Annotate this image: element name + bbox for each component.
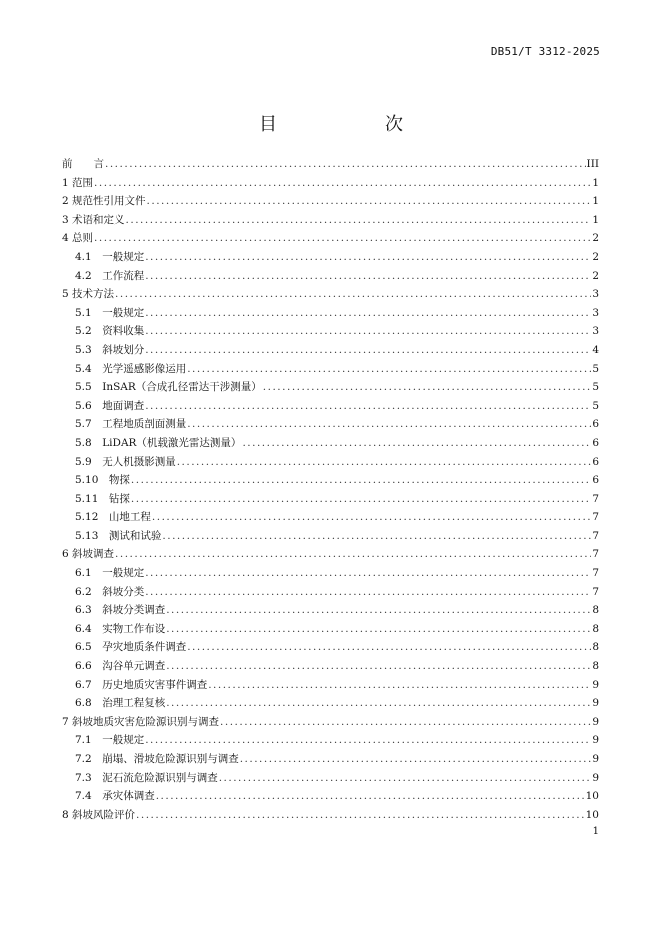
toc-leader-dots bbox=[208, 676, 591, 695]
toc-entry-page: 10 bbox=[585, 790, 599, 803]
toc-entry-label: 7 斜坡地质灾害危险源识别与调查 bbox=[62, 715, 220, 728]
toc-leader-dots bbox=[147, 192, 592, 211]
page-title: 目 次 bbox=[259, 114, 427, 135]
toc-entry-page: 9 bbox=[592, 753, 599, 765]
toc-leader-dots bbox=[152, 508, 591, 527]
toc-entry-page: 3 bbox=[592, 288, 599, 301]
toc-entry[interactable] bbox=[62, 508, 599, 527]
toc-entry[interactable] bbox=[62, 657, 599, 676]
toc-entry-label: 5.8 LiDAR（机载激光雷达测量） bbox=[75, 436, 242, 449]
toc-entry[interactable] bbox=[62, 806, 599, 825]
toc-entry[interactable] bbox=[62, 564, 599, 583]
toc-entry-label: 6.4 实物工作布设 bbox=[75, 622, 166, 635]
toc-entry-label: 6.8 治理工程复核 bbox=[75, 697, 166, 710]
toc-leader-dots bbox=[166, 601, 591, 620]
toc-entry-page: 9 bbox=[592, 715, 599, 728]
toc-entry-label: 5.2 资料收集 bbox=[75, 325, 145, 338]
toc-entry-label: 5.4 光学遥感影像运用 bbox=[75, 362, 187, 375]
document-code: DB51/T 3312-2025 bbox=[490, 45, 600, 58]
toc-entry-label: 4 总则 bbox=[62, 232, 94, 245]
toc-entry-page: 9 bbox=[592, 734, 599, 747]
toc-entry-page: 4 bbox=[592, 343, 599, 356]
toc-leader-dots bbox=[145, 564, 591, 583]
toc-leader-dots bbox=[166, 620, 591, 639]
toc-entry-label: 6.7 历史地质灾害事件调查 bbox=[75, 678, 208, 691]
toc-entry-page: 10 bbox=[585, 808, 599, 821]
toc-leader-dots bbox=[242, 434, 591, 453]
toc-entry-label: 5 技术方法 bbox=[62, 288, 115, 301]
toc-entry[interactable] bbox=[62, 267, 599, 286]
toc-leader-dots bbox=[166, 657, 591, 676]
toc-leader-dots bbox=[145, 304, 591, 323]
toc-entry-page: 5 bbox=[592, 381, 599, 394]
toc-entry-label: 4.1 一般规定 bbox=[75, 250, 145, 263]
toc-leader-dots bbox=[219, 769, 592, 788]
toc-leader-dots bbox=[115, 545, 591, 564]
toc-entry-label: 6.6 沟谷单元调查 bbox=[75, 660, 166, 673]
toc-entry[interactable] bbox=[62, 285, 599, 304]
toc-entry[interactable] bbox=[62, 322, 599, 341]
toc-leader-dots bbox=[131, 471, 591, 490]
toc-entry-label: 5.9 无人机摄影测量 bbox=[75, 455, 176, 468]
toc-entry[interactable] bbox=[62, 471, 599, 490]
toc-entry[interactable] bbox=[62, 694, 599, 713]
toc-entry[interactable] bbox=[62, 192, 599, 211]
toc-entry-page: 7 bbox=[592, 567, 599, 580]
toc-entry-page: 3 bbox=[592, 325, 599, 338]
toc-entry[interactable] bbox=[62, 360, 599, 379]
toc-leader-dots bbox=[162, 527, 591, 546]
toc-leader-dots bbox=[145, 322, 591, 341]
toc-entry-page: III bbox=[586, 158, 599, 170]
toc-entry-label: 3 术语和定义 bbox=[62, 213, 125, 226]
toc-entry-page: 7 bbox=[592, 511, 599, 524]
page-number: 1 bbox=[592, 826, 599, 837]
toc-entry-page: 6 bbox=[592, 436, 599, 449]
toc-entry[interactable] bbox=[62, 304, 599, 323]
toc-entry-label: 5.13 测试和试验 bbox=[75, 529, 162, 542]
toc-entry-label: 5.6 地面调查 bbox=[75, 399, 145, 412]
toc-leader-dots bbox=[131, 490, 591, 509]
toc-entry-page: 8 bbox=[592, 622, 599, 635]
toc-entry[interactable] bbox=[62, 545, 599, 564]
toc-leader-dots bbox=[187, 360, 591, 379]
toc-leader-dots bbox=[145, 248, 591, 267]
toc-entry-label: 1 范围 bbox=[62, 176, 94, 189]
toc-entry-page: 1 bbox=[592, 213, 599, 226]
table-of-contents bbox=[62, 155, 599, 824]
toc-entry-label: 5.1 一般规定 bbox=[75, 306, 145, 319]
toc-entry-label: 5.5 InSAR（合成孔径雷达干涉测量） bbox=[75, 381, 262, 394]
toc-entry-page: 8 bbox=[592, 604, 599, 617]
toc-leader-dots bbox=[187, 415, 591, 434]
toc-leader-dots bbox=[187, 638, 591, 657]
toc-leader-dots bbox=[136, 806, 585, 825]
toc-entry-page: 3 bbox=[592, 306, 599, 319]
toc-entry-label: 6 斜坡调查 bbox=[62, 548, 115, 561]
toc-entry-label: 5.3 斜坡划分 bbox=[75, 343, 145, 356]
toc-entry[interactable] bbox=[62, 434, 599, 453]
toc-entry-label: 7.1 一般规定 bbox=[75, 734, 145, 747]
toc-entry[interactable] bbox=[62, 415, 599, 434]
toc-entry-page: 7 bbox=[592, 585, 599, 598]
toc-leader-dots bbox=[126, 211, 592, 230]
toc-leader-dots bbox=[145, 267, 591, 286]
toc-entry-page: 2 bbox=[592, 232, 599, 245]
toc-leader-dots bbox=[263, 378, 592, 397]
toc-entry-label: 5.10 物探 bbox=[75, 474, 130, 487]
toc-leader-dots bbox=[177, 453, 592, 472]
toc-entry[interactable] bbox=[62, 527, 599, 546]
toc-entry[interactable] bbox=[62, 638, 599, 657]
toc-entry-label: 5.11 钻探 bbox=[75, 492, 130, 505]
toc-leader-dots bbox=[145, 731, 591, 750]
toc-entry[interactable] bbox=[62, 211, 599, 230]
toc-leader-dots bbox=[220, 713, 591, 732]
toc-entry[interactable] bbox=[62, 155, 599, 174]
toc-entry[interactable] bbox=[62, 583, 599, 602]
toc-leader-dots bbox=[94, 174, 591, 193]
toc-entry[interactable] bbox=[62, 229, 599, 248]
toc-entry-page: 2 bbox=[592, 269, 599, 282]
toc-leader-dots bbox=[105, 155, 586, 174]
toc-entry[interactable] bbox=[62, 490, 599, 509]
toc-entry-page: 8 bbox=[592, 660, 599, 673]
toc-leader-dots bbox=[145, 397, 591, 416]
toc-entry-page: 7 bbox=[592, 529, 599, 542]
toc-entry-label: 7.2 崩塌、滑坡危险源识别与调查 bbox=[75, 753, 239, 765]
toc-entry-label: 6.5 孕灾地质条件调查 bbox=[75, 641, 187, 654]
toc-entry-page: 9 bbox=[592, 771, 599, 784]
toc-entry-label: 7.4 承灾体调查 bbox=[75, 790, 155, 803]
toc-entry[interactable] bbox=[62, 620, 599, 639]
toc-entry[interactable] bbox=[62, 174, 599, 193]
toc-entry[interactable] bbox=[62, 248, 599, 267]
toc-entry[interactable] bbox=[62, 341, 599, 360]
toc-entry[interactable] bbox=[62, 713, 599, 732]
toc-entry-page: 5 bbox=[592, 399, 599, 412]
toc-entry-page: 1 bbox=[592, 195, 599, 208]
toc-entry-label: 4.2 工作流程 bbox=[75, 269, 145, 282]
toc-entry[interactable] bbox=[62, 750, 599, 769]
toc-entry[interactable] bbox=[62, 787, 599, 806]
toc-entry-label: 6.2 斜坡分类 bbox=[75, 585, 145, 598]
toc-entry-label: 前 言 bbox=[62, 158, 104, 170]
toc-entry-page: 6 bbox=[592, 418, 599, 431]
toc-entry-page: 2 bbox=[592, 250, 599, 263]
toc-entry-page: 7 bbox=[592, 548, 599, 561]
toc-entry-page: 5 bbox=[592, 362, 599, 375]
toc-entry-label: 5.12 山地工程 bbox=[75, 511, 151, 524]
toc-leader-dots bbox=[240, 750, 592, 769]
toc-entry[interactable] bbox=[62, 676, 599, 695]
toc-entry[interactable] bbox=[62, 731, 599, 750]
toc-entry-label: 7.3 泥石流危险源识别与调查 bbox=[75, 771, 218, 784]
toc-entry-page: 8 bbox=[592, 641, 599, 654]
toc-entry[interactable] bbox=[62, 601, 599, 620]
toc-leader-dots bbox=[145, 583, 591, 602]
toc-entry-page: 7 bbox=[592, 492, 599, 505]
toc-entry-label: 5.7 工程地质剖面测量 bbox=[75, 418, 187, 431]
toc-entry[interactable] bbox=[62, 769, 599, 788]
toc-leader-dots bbox=[156, 787, 585, 806]
toc-leader-dots bbox=[166, 694, 591, 713]
toc-entry[interactable] bbox=[62, 397, 599, 416]
toc-entry-page: 9 bbox=[592, 697, 599, 710]
toc-leader-dots bbox=[145, 341, 591, 360]
toc-leader-dots bbox=[94, 229, 591, 248]
toc-entry[interactable] bbox=[62, 378, 599, 397]
toc-entry-page: 9 bbox=[592, 678, 599, 691]
toc-entry-label: 2 规范性引用文件 bbox=[62, 195, 146, 208]
toc-entry-page: 1 bbox=[592, 176, 599, 189]
toc-entry-label: 6.3 斜坡分类调查 bbox=[75, 604, 166, 617]
toc-entry-page: 6 bbox=[592, 474, 599, 487]
toc-leader-dots bbox=[115, 285, 591, 304]
toc-entry-label: 6.1 一般规定 bbox=[75, 567, 145, 580]
toc-entry-page: 6 bbox=[592, 455, 599, 468]
toc-entry-label: 8 斜坡风险评价 bbox=[62, 808, 136, 821]
toc-entry[interactable] bbox=[62, 453, 599, 472]
